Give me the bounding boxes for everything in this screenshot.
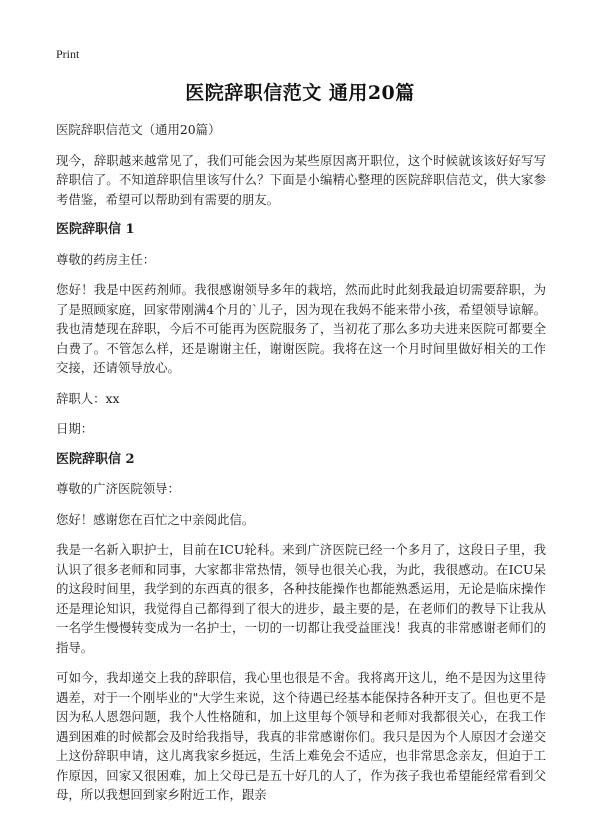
letter-2-salutation: 尊敬的广济医院领导：: [56, 481, 180, 496]
page-title: 医院辞职信范文 通用20篇: [185, 82, 415, 104]
letter-1-date: 日期：: [56, 421, 94, 436]
letter-1-body: 您好！我是中医药剂师。我很感谢领导多年的栽培，然而此时此刻我最迫切需要辞职，为了是照顾家庭，回家带刚满4个月的`儿子，因为现在我妈不能来带小孩，希望领导谅解。我也清楚现在辞职，今后不可能再为医院服务了，当初花了那么多功夫进来医院可都要全白费了。不管怎么样，还是谢谢主任，谢谢医院。我将在这一个月时间里做好相关的工作交接，还请领导放心。: [56, 282, 546, 375]
document-subtitle: 医院辞职信范文（通用20篇）: [56, 122, 221, 137]
letter-1-heading: 医院辞职信 1: [56, 222, 135, 237]
letter-2-paragraph-2: 可如今，我却递交上我的辞职信，我心里也很是不舍。我将离开这儿，绝不是因为这里待遇差，对于一个刚毕业的"大学生来说，这个待遇已经基本能保持各种开支了。但也更不是因为私人恩怨问题，我个人性格随和，加上这里每个领导和老师对我都很关心，在我工作遇到困难的时候都会及时给我指导，我真的非常感谢你们。我只是因为个人原因才会递交上这份辞职申请，这儿离我家乡挺远，生活上难免会不适应，也非常思念亲友，但迫于工作原因，回家又很困难，加上父母已是五十好几的人了，作为孩子我也希望能经常看到父母，所以我想回到家乡附近工作，跟亲: [56, 670, 546, 802]
letter-1-salutation: 尊敬的药房主任：: [56, 251, 156, 267]
letter-1-signer: 辞职人：xx: [56, 390, 120, 406]
print-label: Print: [56, 47, 80, 61]
intro-paragraph: 现今，辞职越来越常见了，我们可能会因为某些原因离开职位，这个时候就该该好好写写辞职信了。不知道辞职信里该写什么？下面是小编精心整理的医院辞职信范文，供大家参考借鉴，希望可以帮助到有需要的朋友。: [56, 152, 546, 207]
letter-2-paragraph-1: 我是一名新入职护士，目前在ICU轮科。来到广济医院已经一个多月了，这段日子里，我认识了很多老师和同事，大家都非常热情，领导也很关心我，为此，我很感动。在ICU呆的这段时间里，我学到的东西真的很多，各种技能操作也都能熟悉运用，无论是临床操作还是理论知识，我觉得自己都得到了很大的进步，最主要的是，在老师们的教导下让我从一名学生慢慢转变成为一名护士，一切的一切都让我受益匪浅！我真的非常感谢老师们的指导。: [56, 542, 546, 655]
letter-2-greeting: 您好！感谢您在百忙之中亲阅此信。: [56, 511, 255, 527]
document-body: [56, 120, 546, 816]
letter-2-heading: 医院辞职信 2: [56, 451, 135, 467]
